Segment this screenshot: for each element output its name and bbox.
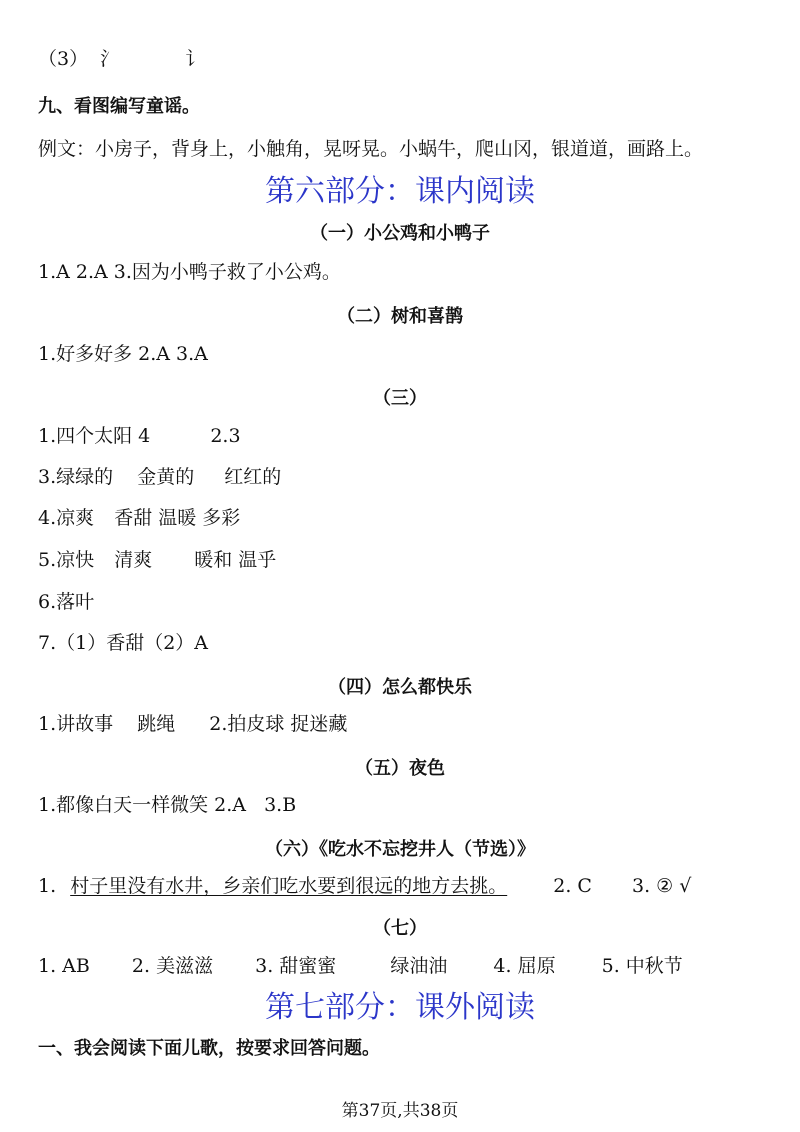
- section-3-answer-5: [38, 545, 276, 572]
- answer-part: 清爽: [114, 549, 153, 571]
- answer-part: 2. C: [553, 875, 592, 897]
- section-3-answer-3: [38, 462, 281, 489]
- answer-part: 暖和 温乎: [194, 549, 277, 571]
- section-1-answers: 1.A 2.A 3.因为小鸭子救了小公鸡。: [38, 261, 341, 283]
- answer-part: 绿油油: [390, 955, 448, 977]
- section-6-title: （六）《吃水不忘挖井人（节选）》: [265, 839, 535, 860]
- answer-part: 2. 美滋滋: [131, 955, 214, 977]
- section-7-answers: [38, 951, 683, 978]
- section-7-title: （七）: [373, 918, 427, 939]
- answer-part: 2.3: [210, 425, 241, 447]
- radical-answer: 氵: [100, 48, 120, 70]
- example-text: 例文：小房子，背身上，小触角，晃呀晃。小蜗牛，爬山冈，银道道，画路上。: [38, 138, 704, 160]
- answer-part: 3. 甜蜜蜜: [255, 955, 337, 977]
- item-number: （3）: [38, 48, 89, 70]
- answer-part: 1.讲故事: [38, 713, 114, 735]
- answer-part: 5.凉快: [38, 549, 95, 571]
- section-2-answers: 1.好多好多 2.A 3.A: [38, 343, 208, 365]
- underlined-answer: 村子里没有水井，乡亲们吃水要到很远的地方去挑。: [70, 875, 508, 897]
- question-1-title: 一、我会阅读下面儿歌，按要求回答问题。: [38, 1038, 380, 1059]
- question-9-title: 九、看图编写童谣。: [38, 96, 200, 117]
- answer-part: 1. AB: [38, 955, 90, 977]
- section-1-title: （一）小公鸡和小鸭子: [310, 223, 490, 244]
- section-3-answer-1: [38, 421, 241, 448]
- page-number: 第37页,共38页: [341, 1101, 459, 1121]
- answer-part: 4. 屈原: [493, 955, 556, 977]
- answer-part: 2.拍皮球 捉迷藏: [209, 713, 348, 735]
- answer-part: 金黄的: [137, 466, 195, 488]
- answer-part: 香甜 温暖 多彩: [114, 507, 241, 529]
- answer-part: 1.: [38, 875, 57, 897]
- section-4-title: （四）怎么都快乐: [328, 677, 472, 698]
- section-5-title: （五）夜色: [355, 758, 445, 779]
- answer-part: 红红的: [224, 466, 282, 488]
- answer-part: 跳绳: [137, 713, 176, 735]
- answer-part: 1.四个太阳 4: [38, 425, 151, 447]
- answer-part: 1.都像白天一样微笑 2.A: [38, 794, 247, 816]
- section-6-answers: [38, 871, 691, 898]
- answer-part: 3.B: [264, 794, 297, 816]
- section-3-answer-4: [38, 503, 240, 530]
- answer-part: 5. 中秋节: [601, 955, 683, 977]
- answer-part: 3.绿绿的: [38, 466, 114, 488]
- section-3-answer-6: 6.落叶: [38, 591, 95, 613]
- answer-line-3: [38, 44, 204, 71]
- section-3-title: （三）: [373, 388, 427, 409]
- section-3-answer-7: 7.（1）香甜（2）A: [38, 632, 209, 654]
- section-4-answers: [38, 709, 347, 736]
- section-2-title: （二）树和喜鹊: [337, 306, 463, 327]
- answer-part: 4.凉爽: [38, 507, 95, 529]
- radical-answer: 讠: [185, 48, 205, 70]
- section-5-answers: [38, 790, 296, 817]
- part-6-title: 第六部分：课内阅读: [265, 174, 535, 209]
- part-7-title: 第七部分：课外阅读: [265, 990, 535, 1025]
- answer-part: 3. ② √: [632, 875, 692, 897]
